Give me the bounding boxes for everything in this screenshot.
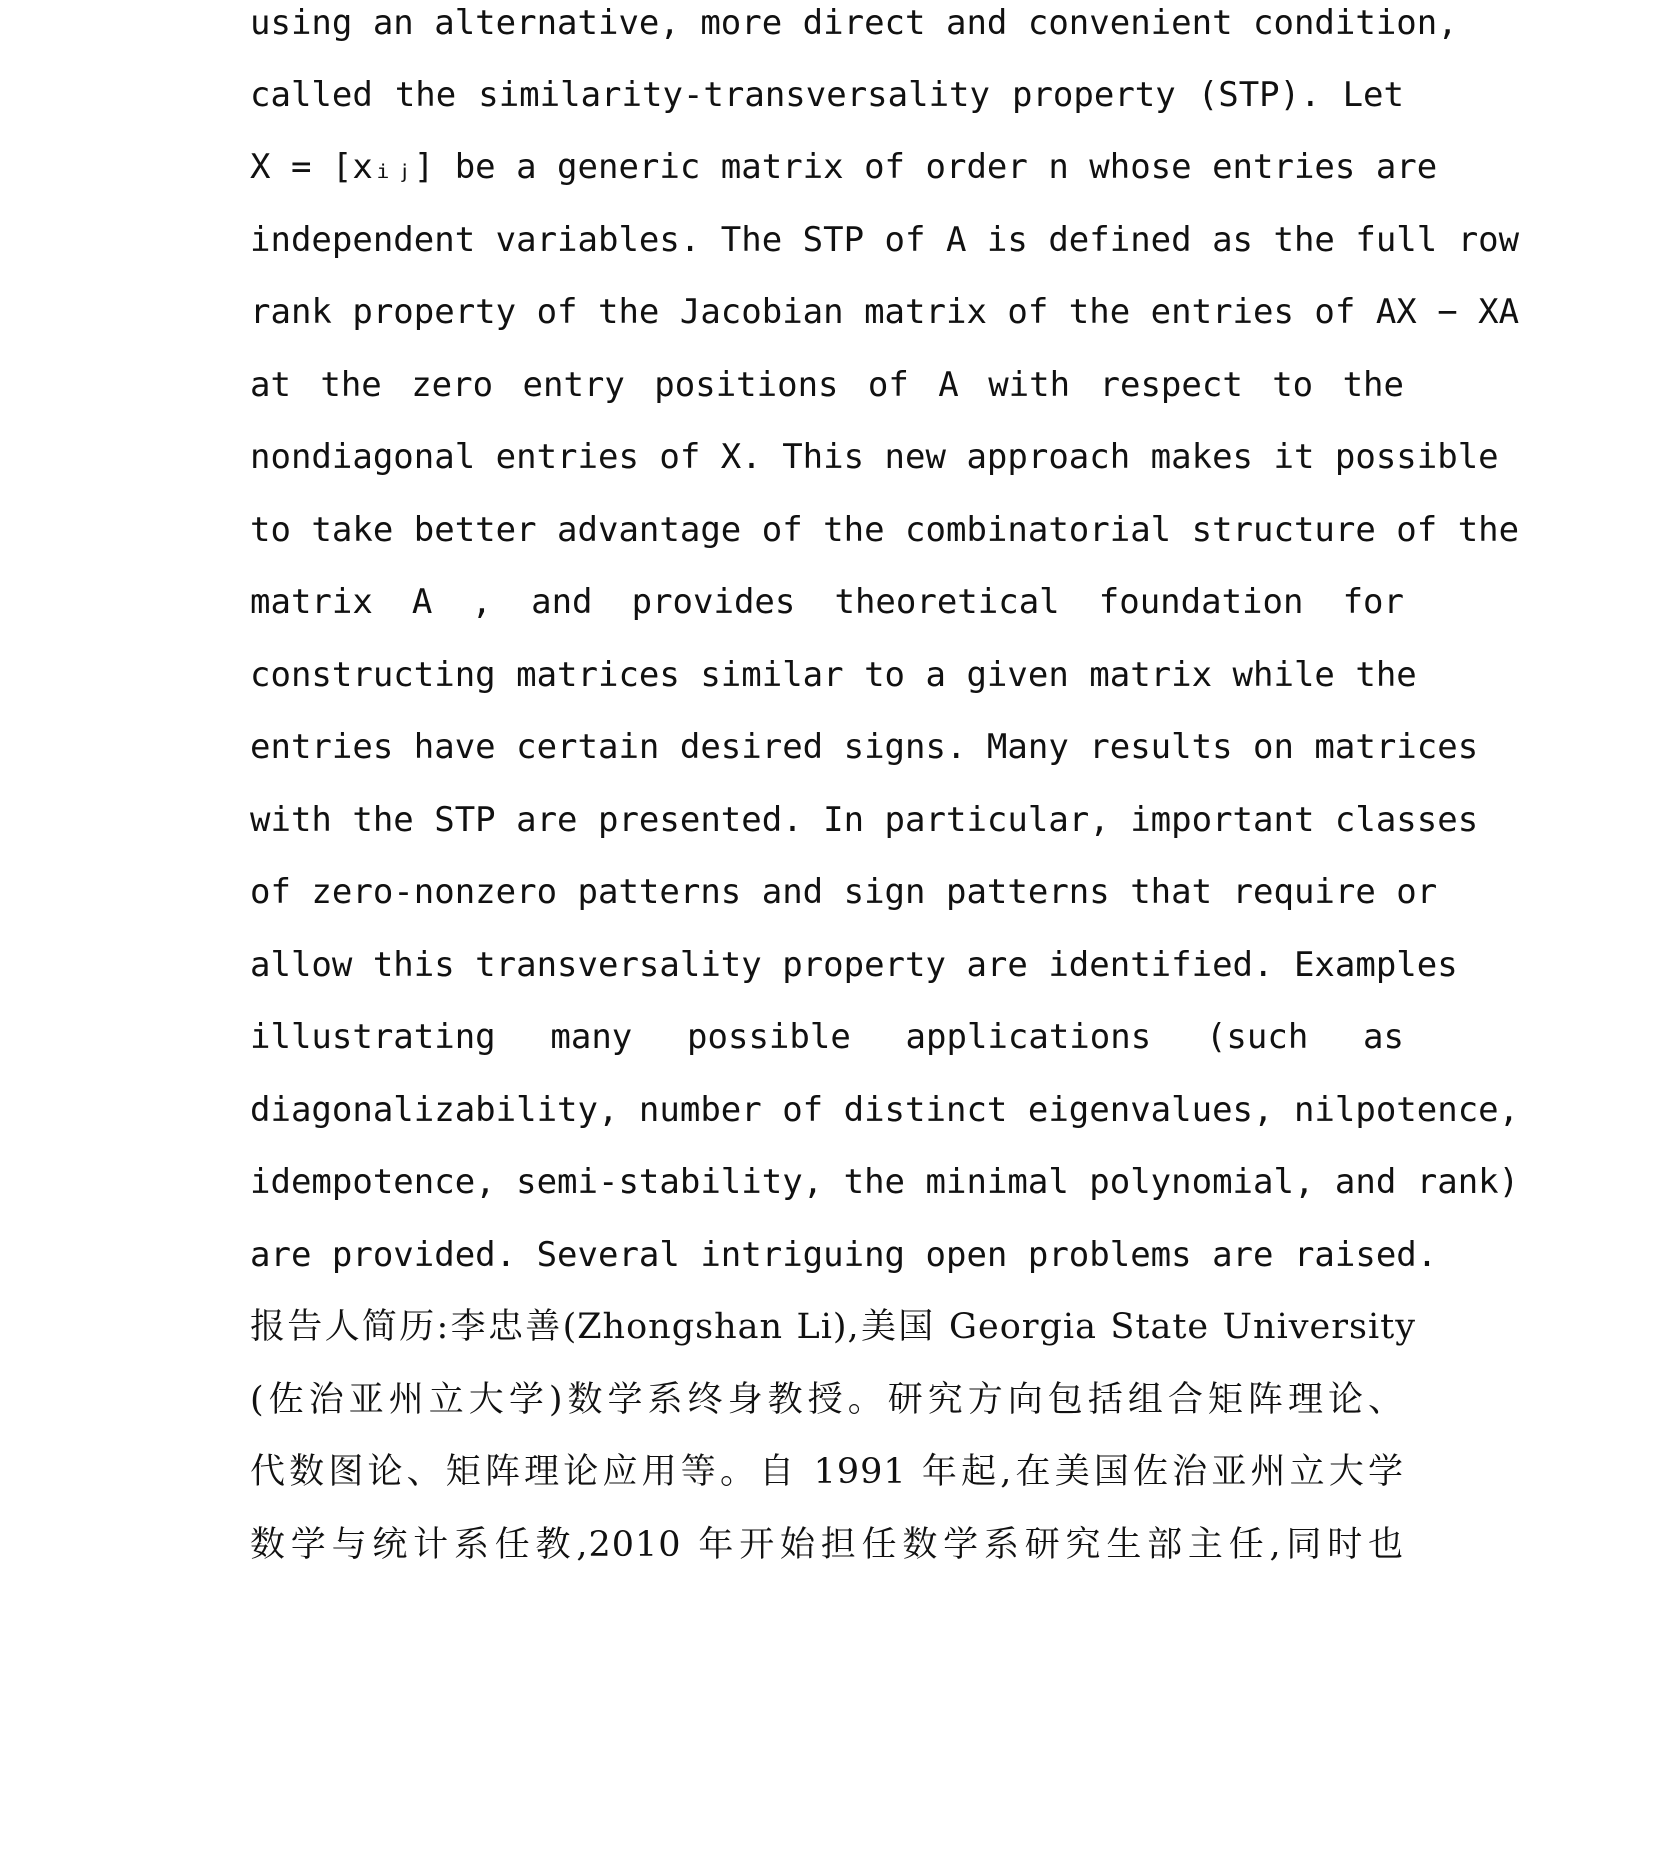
document-page — [250, 0, 1520, 1874]
abstract-line: using an alternative, more direct and convenient condition, — [250, 3, 1458, 43]
abstract-line: X = [xᵢⱼ] be a generic matrix of order n whose entries are — [250, 147, 1438, 187]
abstract-line: rank property of the Jacobian matrix of the entries of AX − XA — [250, 292, 1520, 332]
bio-line: (佐治亚州立大学)数学系终身教授。研究方向包括组合矩阵理论、 — [250, 1380, 1404, 1420]
abstract-line: nondiagonal entries of X. This new approach makes it possible — [250, 437, 1499, 477]
abstract-line: diagonalizability, number of distinct eigenvalues, nilpotence, — [250, 1090, 1520, 1130]
abstract-line: are provided. Several intriguing open problems are raised. — [250, 1235, 1438, 1275]
abstract-line: to take better advantage of the combinatorial structure of the — [250, 510, 1520, 550]
bio-line: 报告人简历:李忠善(Zhongshan Li),美国 Georgia State University — [250, 1307, 1416, 1347]
bio-line: 代数图论、矩阵理论应用等。自 1991 年起,在美国佐治亚州立大学 — [250, 1452, 1404, 1492]
abstract-line: of zero-nonzero patterns and sign patterns that require or — [250, 872, 1438, 912]
abstract-line: at the zero entry positions of A with respect to the — [250, 365, 1404, 405]
abstract-line: constructing matrices similar to a given matrix while the — [250, 655, 1417, 695]
abstract-line: independent variables. The STP of A is defined as the full row — [250, 220, 1520, 260]
abstract-line: illustrating many possible applications (such as — [250, 1017, 1404, 1057]
abstract-line: matrix A , and provides theoretical foundation for — [250, 582, 1404, 622]
abstract-line: with the STP are presented. In particular, important classes — [250, 800, 1479, 840]
bio-line: 数学与统计系任教,2010 年开始担任数学系研究生部主任,同时也 — [250, 1525, 1404, 1565]
abstract-line: allow this transversality property are identified. Examples — [250, 945, 1458, 985]
abstract-line: called the similarity-transversality property (STP). Let — [250, 75, 1404, 115]
abstract-line: idempotence, semi-stability, the minimal polynomial, and rank) — [250, 1162, 1520, 1202]
abstract-line: entries have certain desired signs. Many results on matrices — [250, 727, 1479, 767]
